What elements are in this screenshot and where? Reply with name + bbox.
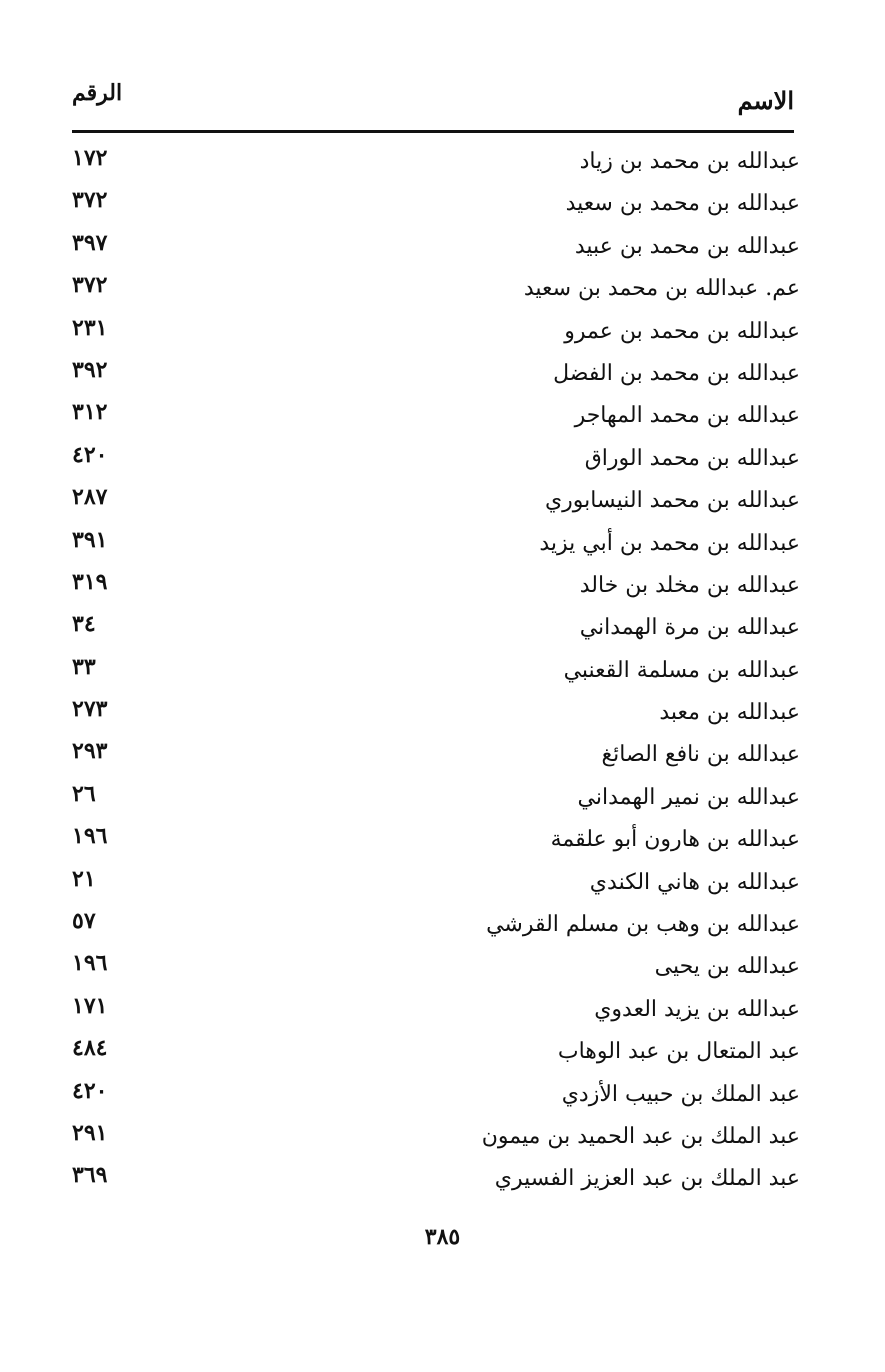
index-entry [72, 185, 800, 227]
index-entry [72, 1076, 800, 1118]
number-column-header: الرقم [72, 80, 123, 106]
table-header [72, 80, 794, 128]
entry-number: ١٩٦ [72, 950, 108, 977]
index-entry [72, 143, 800, 185]
entry-number: ٣٧٢ [72, 187, 108, 214]
index-entry [72, 440, 800, 482]
entry-name: عبد الملك بن حبيب الأزدي [561, 1081, 800, 1107]
entry-number: ٥٧ [72, 908, 96, 935]
index-entry [72, 779, 800, 821]
index-entry [72, 525, 800, 567]
index-entry [72, 313, 800, 355]
index-entry [72, 991, 800, 1033]
entry-name: عبدالله بن مرة الهمداني [579, 615, 800, 641]
entry-number: ٢٨٧ [72, 484, 108, 511]
index-entry [72, 482, 800, 524]
entry-number: ٢٦ [72, 780, 96, 807]
entry-name: عم. عبدالله بن محمد بن سعيد [523, 276, 800, 302]
index-entries [72, 143, 800, 1203]
entry-name: عبدالله بن محمد بن الفضل [553, 360, 800, 386]
index-entry [72, 652, 800, 694]
entry-name: عبدالله بن محمد المهاجر [574, 403, 800, 429]
page-number: ٣٨٥ [424, 1224, 461, 1250]
entry-number: ٣٩٧ [72, 229, 108, 256]
index-entry [72, 609, 800, 651]
entry-number: ٣١٩ [72, 568, 108, 595]
entry-name: عبد المتعال بن عبد الوهاب [557, 1039, 800, 1065]
entry-number: ١٩٦ [72, 823, 108, 850]
entry-name: عبدالله بن مسلمة القعنبي [563, 657, 800, 683]
index-entry [72, 736, 800, 778]
entry-number: ١٧١ [72, 992, 108, 1019]
entry-number: ٣٦٩ [72, 1162, 108, 1189]
entry-name: عبدالله بن يزيد العدوي [594, 996, 800, 1022]
entry-number: ٢٧٣ [72, 696, 108, 723]
entry-number: ٣٣ [72, 653, 96, 680]
index-entry [72, 694, 800, 736]
index-entry [72, 1118, 800, 1160]
index-entry [72, 228, 800, 270]
index-entry [72, 1160, 800, 1202]
entry-number: ٤٢٠ [72, 1077, 108, 1104]
entry-name: عبدالله بن وهب بن مسلم القرشي [486, 912, 800, 938]
entry-name: عبدالله بن محمد بن عمرو [564, 318, 800, 344]
entry-name: عبدالله بن مخلد بن خالد [579, 572, 800, 598]
entry-name: عبد الملك بن عبد الحميد بن ميمون [481, 1123, 800, 1149]
entry-number: ٣٩٢ [72, 356, 108, 383]
entry-number: ١٧٢ [72, 145, 108, 171]
entry-name: عبدالله بن هاني الكندي [589, 869, 800, 895]
index-entry [72, 948, 800, 990]
entry-name: عبدالله بن هارون أبو علقمة [550, 827, 800, 853]
index-entry [72, 397, 800, 439]
entry-number: ٢٩٣ [72, 738, 108, 765]
entry-name: عبدالله بن نافع الصائغ [601, 742, 800, 768]
entry-name: عبدالله بن نمير الهمداني [577, 784, 800, 810]
index-entry [72, 270, 800, 312]
entry-name: عبد الملك بن عبد العزيز الفسيري [494, 1166, 800, 1192]
entry-number: ٣٤ [72, 611, 96, 638]
entry-number: ٣٧٢ [72, 272, 108, 299]
index-entry [72, 1033, 800, 1075]
entry-number: ٤٢٠ [72, 441, 108, 468]
header-divider [72, 130, 794, 133]
entry-name: عبدالله بن معبد [659, 700, 800, 726]
entry-name: عبدالله بن محمد بن زياد [579, 149, 800, 174]
entry-number: ٢٣١ [72, 314, 108, 341]
entry-number: ٤٨٤ [72, 1035, 108, 1062]
name-column-header: الاسم [737, 86, 794, 115]
entry-number: ٢١ [72, 865, 96, 892]
entry-number: ٢٩١ [72, 1119, 108, 1146]
index-entry [72, 906, 800, 948]
entry-number: ٣٩١ [72, 526, 108, 553]
index-entry [72, 355, 800, 397]
entry-name: عبدالله بن يحيى [654, 954, 800, 980]
index-entry [72, 821, 800, 863]
entry-name: عبدالله بن محمد بن عبيد [574, 233, 800, 259]
entry-number: ٣١٢ [72, 399, 108, 426]
entry-name: عبدالله بن محمد بن أبي يزيد [539, 530, 800, 556]
entry-name: عبدالله بن محمد النيسابوري [544, 488, 800, 514]
index-entry [72, 567, 800, 609]
entry-name: عبدالله بن محمد الوراق [584, 445, 800, 471]
entry-name: عبدالله بن محمد بن سعيد [565, 191, 800, 217]
index-entry [72, 864, 800, 906]
